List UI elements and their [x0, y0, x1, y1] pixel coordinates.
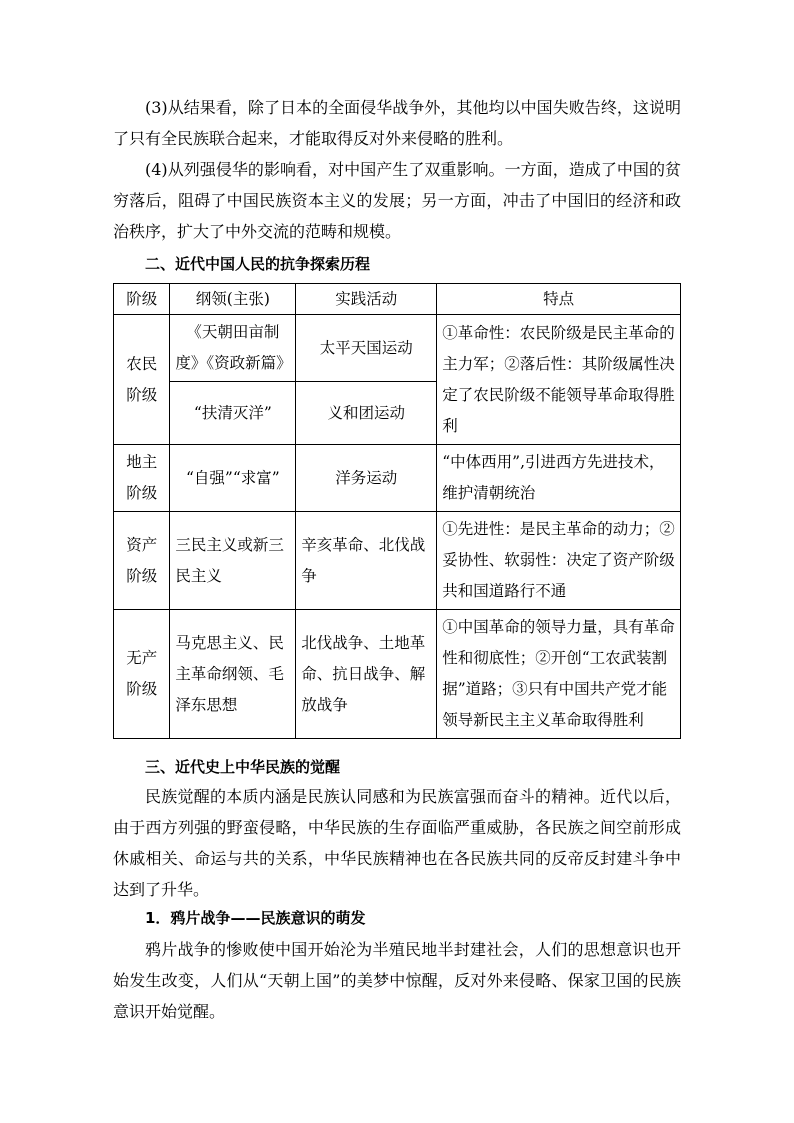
cell-landlord-activity: 洋务运动	[296, 445, 437, 512]
cell-bourgeois-program: 三民主义或新三民主义	[170, 512, 296, 610]
paragraph-awakening: 民族觉醒的本质内涵是民族认同感和为民族富强而奋斗的精神。近代以后，由于西方列强的野蛮侵略，中华民族的生存面临严重威胁，各民族之间空前形成休戚相关、命运与共的关系，中华民族精神也在各民族共同的反帝反封建斗争中达到了升华。	[113, 787, 681, 899]
cell-peasant-program-1: 《天朝田亩制度》《资政新篇》	[170, 315, 296, 382]
cell-proletariat-class: 无产阶级	[114, 610, 170, 739]
cell-landlord-class: 地主阶级	[114, 445, 170, 512]
paragraph-result: (3)从结果看，除了日本的全面侵华战争外，其他均以中国失败告终，这说明了只有全民族联合起来，才能取得反对外来侵略的胜利。	[113, 98, 681, 148]
paragraph-opium-war: 鸦片战争的惨败使中国开始沦为半殖民地半封建社会，人们的思想意识也开始发生改变，人们从“天朝上国”的美梦中惊醒，反对外来侵略、保家卫国的民族意识开始觉醒。	[113, 940, 681, 1021]
header-class: 阶级	[114, 284, 170, 315]
section-heading-awakening: 三、近代史上中华民族的觉醒	[145, 758, 341, 776]
section-heading-struggle: 二、近代中国人民的抗争探索历程	[145, 255, 371, 273]
cell-proletariat-activity: 北伐战争、土地革命、抗日战争、解放战争	[296, 610, 437, 739]
paragraph-impact: (4)从列强侵华的影响看，对中国产生了双重影响。一方面，造成了中国的贫穷落后，阻碍了中国民族资本主义的发展；另一方面，冲击了中国旧的经济和政治秩序，扩大了中外交流的范畴和规模。	[113, 160, 681, 241]
table-row-landlord	[114, 445, 681, 512]
table-row-bourgeois	[114, 512, 681, 610]
table-row-proletariat	[114, 610, 681, 739]
cell-bourgeois-class: 资产阶级	[114, 512, 170, 610]
subsection-heading-opium-war: 1．鸦片战争——民族意识的萌发	[145, 909, 366, 927]
header-feature: 特点	[437, 284, 681, 315]
cell-peasant-feature: ①革命性：农民阶级是民主革命的主力军；②落后性：其阶级属性决定了农民阶级不能领导革命取得胜利	[437, 315, 681, 445]
table-row-peasant	[114, 315, 681, 382]
cell-landlord-feature: “中体西用”,引进西方先进技术，维护清朝统治	[437, 445, 681, 512]
cell-peasant-activity-1: 太平天国运动	[296, 315, 437, 382]
table-header-row	[114, 284, 681, 315]
cell-bourgeois-activity: 辛亥革命、北伐战争	[296, 512, 437, 610]
class-struggle-table	[113, 283, 681, 739]
cell-peasant-activity-2: 义和团运动	[296, 382, 437, 445]
header-program: 纲领(主张)	[170, 284, 296, 315]
cell-peasant-program-2: “扶清灭洋”	[170, 382, 296, 445]
cell-proletariat-feature: ①中国革命的领导力量，具有革命性和彻底性；②开创“工农武装割据”道路；③只有中国共产党才能领导新民主主义革命取得胜利	[437, 610, 681, 739]
header-activity: 实践活动	[296, 284, 437, 315]
cell-landlord-program: “自强”“求富”	[170, 445, 296, 512]
cell-proletariat-program: 马克思主义、民主革命纲领、毛泽东思想	[170, 610, 296, 739]
cell-peasant-class: 农民阶级	[114, 315, 170, 445]
cell-bourgeois-feature: ①先进性：是民主革命的动力；②妥协性、软弱性：决定了资产阶级共和国道路行不通	[437, 512, 681, 610]
